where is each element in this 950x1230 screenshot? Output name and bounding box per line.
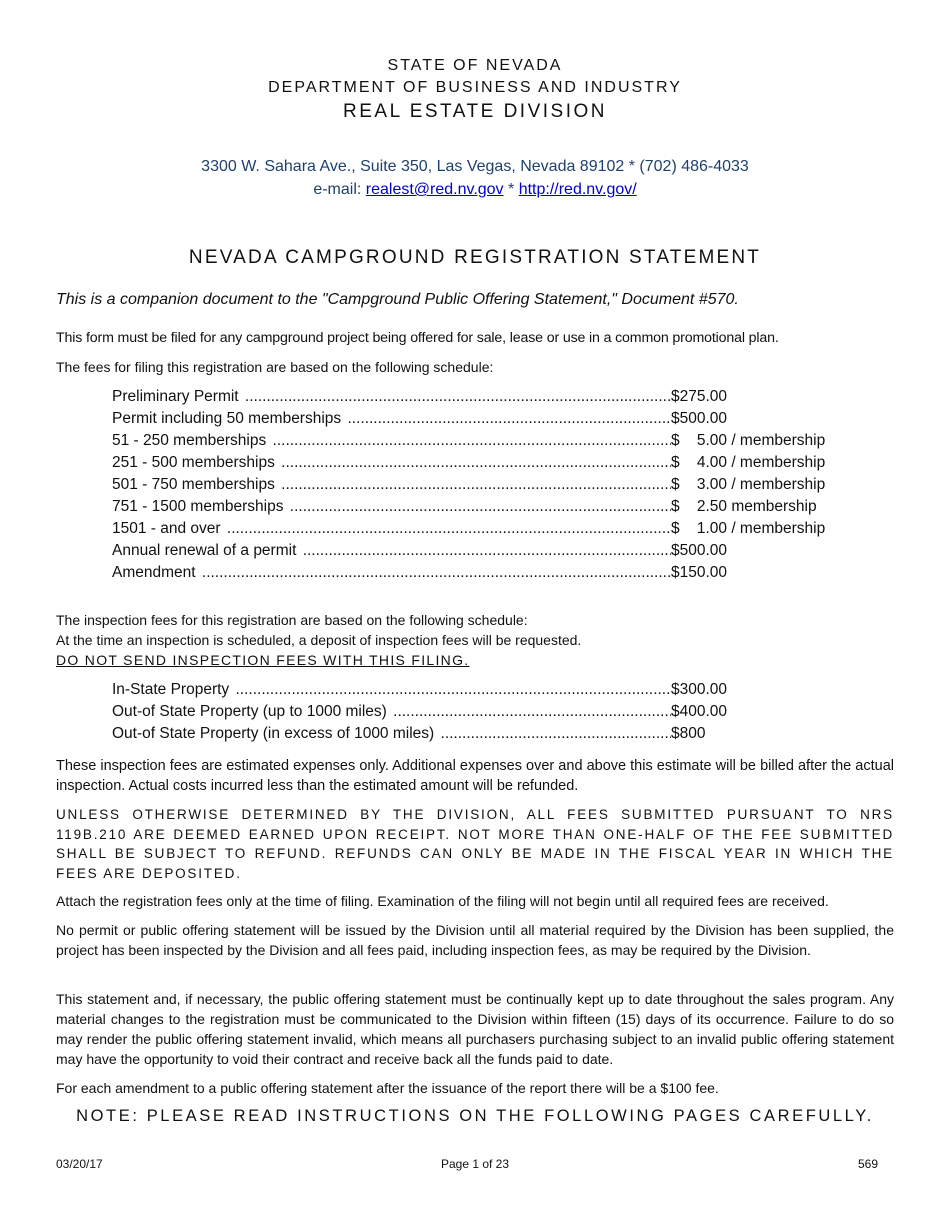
fee-amount: $800	[671, 723, 705, 745]
fee-amount: $300.00	[671, 679, 727, 701]
inspection-warning: DO NOT SEND INSPECTION FEES WITH THIS FILING.	[56, 652, 470, 668]
fee-label: 751 - 1500 memberships	[112, 498, 284, 515]
companion-note: This is a companion document to the "Campground Public Offering Statement," Document #570.	[56, 291, 739, 308]
fee-amount: $150.00	[671, 562, 727, 584]
page-title: NEVADA CAMPGROUND REGISTRATION STATEMENT	[188, 247, 762, 268]
amendment-fee-paragraph: For each amendment to a public offering statement after the issuance of the report there will be a $100 fee.	[56, 1080, 719, 1096]
contact-line	[0, 181, 950, 199]
fee-label: Amendment	[112, 564, 196, 581]
fee-label: In-State Property	[112, 681, 230, 698]
email-prefix: e-mail:	[313, 181, 366, 198]
footer-date: 03/20/17	[56, 1157, 103, 1171]
fee-amount: $ 1.00 / membership	[671, 518, 825, 540]
fee-amount: $ 2.50 membership	[671, 496, 817, 518]
fee-amount: $500.00	[671, 408, 727, 430]
fee-amount: $ 5.00 / membership	[671, 430, 825, 452]
footer-form-number: 569	[858, 1157, 879, 1171]
division-address: 3300 W. Sahara Ave., Suite 350, Las Vegas, Nevada 89102 * (702) 486-4033	[201, 158, 749, 175]
fee-amount: $275.00	[671, 386, 727, 408]
attach-fees-paragraph: Attach the registration fees only at the time of filing. Examination of the filing will not begin until all required fees are received.	[56, 893, 829, 909]
website-link[interactable]: http://red.nv.gov/	[518, 181, 637, 198]
fee-label: 1501 - and over	[112, 520, 221, 537]
fee-label: 51 - 250 memberships	[112, 432, 267, 449]
instructions-note: NOTE: PLEASE READ INSTRUCTIONS ON THE FOLLOWING PAGES CAREFULLY.	[76, 1107, 874, 1125]
header-state: STATE OF NEVADA	[387, 57, 563, 74]
filing-requirement: This form must be filed for any campground project being offered for sale, lease or use in a common promotional plan.	[56, 330, 779, 346]
fee-amount: $500.00	[671, 540, 727, 562]
fee-label: 501 - 750 memberships	[112, 476, 275, 493]
inspection-intro: The inspection fees for this registration are based on the following schedule:	[56, 612, 528, 628]
header-division: REAL ESTATE DIVISION	[343, 101, 607, 122]
fee-label: Annual renewal of a permit	[112, 542, 297, 559]
fee-label: Out-of State Property (up to 1000 miles)	[112, 703, 387, 720]
keep-up-to-date-paragraph: This statement and, if necessary, the public offering statement must be continually kept up to date throughout the sales program. Any material changes to the registration must be communicated to the Division within fifteen (15) days of its occurrence. Failure to do so may render the public offering statement invalid, which means all purchasers purchasing subject to an invalid public offering statement may have the opportunity to void their contract and receive back all the funds paid to date.	[56, 991, 894, 1067]
header-department: DEPARTMENT OF BUSINESS AND INDUSTRY	[268, 79, 682, 96]
fee-label: Out-of State Property (in excess of 1000 miles)	[112, 725, 435, 742]
fees-earned-paragraph: UNLESS OTHERWISE DETERMINED BY THE DIVISION, ALL FEES SUBMITTED PURSUANT TO NRS 119B.210 ARE DEEMED EARNED UPON RECEIPT. NOT MORE THAN ONE-HALF OF THE FEE SUBMITTED SHALL BE SUBJECT TO REFUND. REFUNDS CAN ONLY BE MADE IN THE FISCAL YEAR IN WHICH THE FEES ARE DEPOSITED.	[56, 807, 894, 881]
inspection-deposit-note: At the time an inspection is scheduled, a deposit of inspection fees will be requested.	[56, 632, 582, 648]
fee-amount: $ 4.00 / membership	[671, 452, 825, 474]
contact-separator: *	[503, 181, 519, 198]
permit-issuance-paragraph: No permit or public offering statement will be issued by the Division until all material required by the Division has been supplied, the project has been inspected by the Division and all fees paid, including inspection fees, as may be required by the Division.	[56, 922, 894, 958]
footer-page-number: Page 1 of 23	[440, 1157, 510, 1171]
estimated-expenses-paragraph: These inspection fees are estimated expenses only. Additional expenses over and above this estimate will be billed after the actual inspection. Actual costs incurred less than the estimated amount will be refunded.	[56, 758, 894, 794]
fee-label: 251 - 500 memberships	[112, 454, 275, 471]
fee-amount: $400.00	[671, 701, 727, 723]
fee-label: Preliminary Permit	[112, 388, 239, 405]
fees-intro: The fees for filing this registration are based on the following schedule:	[56, 359, 494, 375]
email-link[interactable]: realest@red.nv.gov	[365, 181, 504, 198]
fee-label: Permit including 50 memberships	[112, 410, 342, 427]
fee-amount: $ 3.00 / membership	[671, 474, 825, 496]
